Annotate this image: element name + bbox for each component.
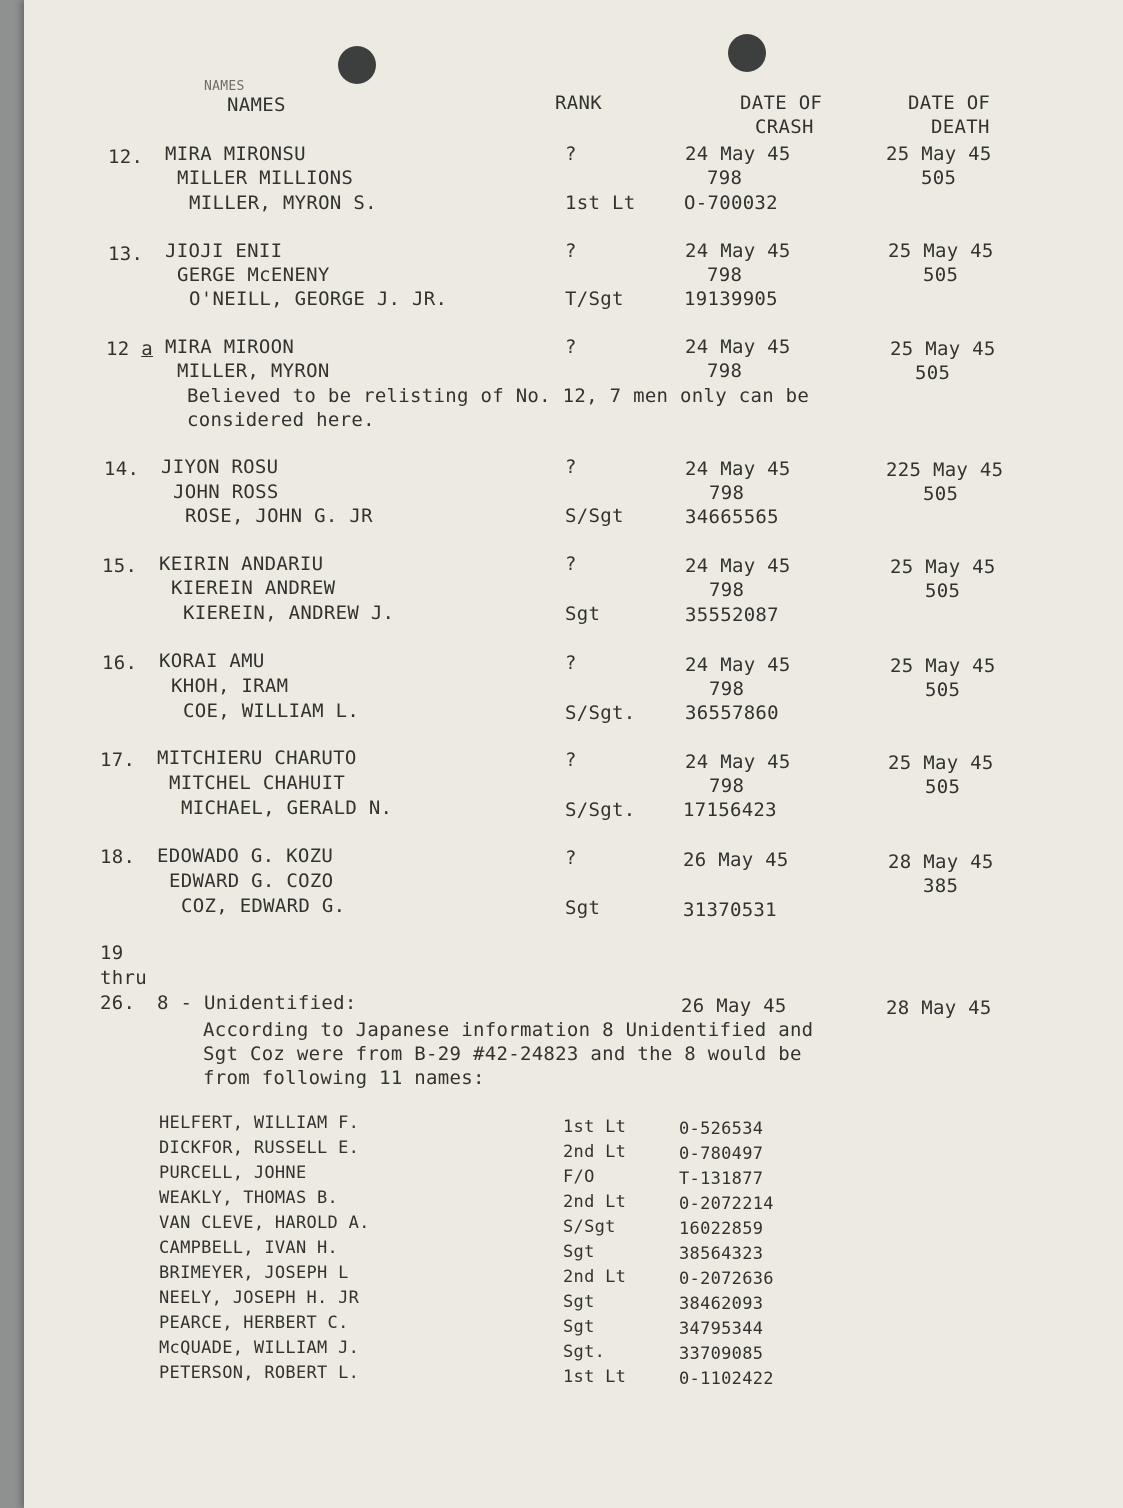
entry-name-line3: MILLER, MYRON S. bbox=[189, 192, 377, 214]
entry-crash-date: 24 May 45 bbox=[685, 336, 791, 358]
entry-death-date: 25 May 45 bbox=[890, 655, 996, 677]
header-rank: RANK bbox=[555, 92, 602, 114]
crew-serial: 34795344 bbox=[679, 1319, 764, 1339]
crew-name: VAN CLEVE, HAROLD A. bbox=[159, 1213, 370, 1233]
crew-rank: 2nd Lt bbox=[563, 1142, 627, 1162]
range-end: 26. bbox=[100, 992, 136, 1014]
entry-name-line3: KIEREIN, ANDREW J. bbox=[183, 602, 395, 624]
crew-rank: F/O bbox=[563, 1167, 595, 1187]
unidentified-death-date: 28 May 45 bbox=[886, 997, 992, 1019]
crew-rank: 1st Lt bbox=[563, 1367, 627, 1387]
entry-crash-code: 798 bbox=[709, 775, 745, 797]
entry-serial: 17156423 bbox=[683, 799, 777, 821]
crew-name: PETERSON, ROBERT L. bbox=[159, 1363, 360, 1383]
entry-rank-top: ? bbox=[565, 456, 577, 478]
entry-crash-code: 798 bbox=[709, 482, 745, 504]
entry-number: 12 a bbox=[106, 338, 153, 360]
crew-name: McQUADE, WILLIAM J. bbox=[159, 1338, 360, 1358]
entry-death-code: 505 bbox=[923, 483, 959, 505]
entry-rank: S/Sgt. bbox=[565, 799, 636, 821]
entry-crash-code: 798 bbox=[707, 264, 743, 286]
entry-name-line2: EDWARD G. COZO bbox=[169, 870, 334, 892]
range-start: 19 bbox=[100, 942, 124, 964]
entry-crash-code: 798 bbox=[707, 360, 743, 382]
entry-crash-date: 24 May 45 bbox=[685, 240, 791, 262]
crew-serial: 38462093 bbox=[679, 1294, 764, 1314]
crew-name: PURCELL, JOHNE bbox=[159, 1163, 307, 1183]
unidentified-title: 8 - Unidentified: bbox=[157, 992, 357, 1014]
entry-crash-date: 24 May 45 bbox=[685, 654, 791, 676]
entry-rank: Sgt bbox=[565, 897, 601, 919]
entry-serial: 36557860 bbox=[685, 702, 779, 724]
entry-note-line1: Believed to be relisting of No. 12, 7 men only can be bbox=[187, 385, 810, 407]
entry-death-code: 505 bbox=[921, 167, 957, 189]
header-crash-line2: CRASH bbox=[755, 116, 814, 138]
crew-name: NEELY, JOSEPH H. JR bbox=[159, 1288, 360, 1308]
unidentified-text-line1: According to Japanese information 8 Unidentified and bbox=[203, 1019, 814, 1041]
entry-number: 17. bbox=[100, 749, 136, 771]
entry-crash-date: 24 May 45 bbox=[685, 555, 791, 577]
entry-death-date: 25 May 45 bbox=[888, 240, 994, 262]
crew-name: DICKFOR, RUSSELL E. bbox=[159, 1138, 360, 1158]
unidentified-text-line3: from following 11 names: bbox=[203, 1067, 485, 1089]
entry-crash-code: 798 bbox=[709, 579, 745, 601]
entry-name-line2: KHOH, IRAM bbox=[171, 675, 289, 697]
entry-number: 16. bbox=[102, 652, 138, 674]
document-page bbox=[24, 0, 1123, 1508]
entry-name-line1: JIOJI ENII bbox=[165, 240, 283, 262]
crew-rank: Sgt. bbox=[563, 1342, 606, 1362]
entry-serial: 19139905 bbox=[684, 288, 778, 310]
crew-rank: Sgt bbox=[563, 1317, 595, 1337]
header-scribble: NAMES bbox=[204, 79, 245, 94]
entry-rank-top: ? bbox=[565, 143, 577, 165]
entry-name-line2: JOHN ROSS bbox=[173, 481, 279, 503]
entry-number: 14. bbox=[104, 458, 140, 480]
entry-rank-top: ? bbox=[565, 847, 577, 869]
crew-serial: 33709085 bbox=[679, 1344, 764, 1364]
header-death-line1: DATE OF bbox=[908, 92, 991, 114]
crew-serial: 0-780497 bbox=[679, 1144, 764, 1164]
entry-name-line2: MITCHEL CHAHUIT bbox=[169, 772, 346, 794]
entry-name-line1: MITCHIERU CHARUTO bbox=[157, 747, 357, 769]
crew-serial: 16022859 bbox=[679, 1219, 764, 1239]
entry-name-line1: KEIRIN ANDARIU bbox=[159, 553, 324, 575]
entry-crash-code: 798 bbox=[707, 167, 743, 189]
entry-number: 13. bbox=[108, 243, 144, 265]
entry-name-line1: JIYON ROSU bbox=[161, 456, 279, 478]
header-crash-line1: DATE OF bbox=[740, 92, 823, 114]
entry-rank-top: ? bbox=[565, 652, 577, 674]
crew-serial: 0-526534 bbox=[679, 1119, 764, 1139]
entry-death-date: 225 May 45 bbox=[886, 459, 1004, 481]
entry-name-line3: COZ, EDWARD G. bbox=[181, 895, 346, 917]
entry-death-date: 25 May 45 bbox=[890, 556, 996, 578]
crew-rank: 2nd Lt bbox=[563, 1192, 627, 1212]
entry-crash-date: 24 May 45 bbox=[685, 143, 791, 165]
entry-number-suffix: a bbox=[141, 338, 153, 360]
crew-rank: Sgt bbox=[563, 1242, 595, 1262]
crew-serial: 0-2072636 bbox=[679, 1269, 774, 1289]
entry-crash-date: 24 May 45 bbox=[685, 751, 791, 773]
entry-number: 18. bbox=[100, 846, 136, 868]
unidentified-crash-date: 26 May 45 bbox=[681, 995, 787, 1017]
entry-serial: 35552087 bbox=[685, 604, 779, 626]
entry-rank: 1st Lt bbox=[565, 192, 636, 214]
entry-rank-top: ? bbox=[565, 240, 577, 262]
unidentified-text-line2: Sgt Coz were from B-29 #42-24823 and the 8 would be bbox=[203, 1043, 802, 1065]
entry-rank-top: ? bbox=[565, 553, 577, 575]
entry-name-line1: EDOWADO G. KOZU bbox=[157, 845, 334, 867]
entry-rank-top: ? bbox=[565, 336, 577, 358]
crew-serial: T-131877 bbox=[679, 1169, 764, 1189]
entry-death-date: 25 May 45 bbox=[888, 752, 994, 774]
header-death-line2: DEATH bbox=[931, 116, 990, 138]
entry-name-line1: MIRA MIRONSU bbox=[165, 143, 306, 165]
entry-death-code: 385 bbox=[923, 875, 959, 897]
entry-rank-top: ? bbox=[565, 749, 577, 771]
entry-serial: 34665565 bbox=[685, 506, 779, 528]
entry-rank: Sgt bbox=[565, 603, 601, 625]
crew-rank: 2nd Lt bbox=[563, 1267, 627, 1287]
entry-rank: S/Sgt. bbox=[565, 702, 636, 724]
crew-rank: 1st Lt bbox=[563, 1117, 627, 1137]
crew-serial: 0-1102422 bbox=[679, 1369, 774, 1389]
punch-hole-right bbox=[728, 34, 766, 72]
entry-serial: O-700032 bbox=[684, 192, 778, 214]
crew-name: PEARCE, HERBERT C. bbox=[159, 1313, 349, 1333]
crew-rank: Sgt bbox=[563, 1292, 595, 1312]
entry-crash-date: 26 May 45 bbox=[683, 849, 789, 871]
entry-death-date: 28 May 45 bbox=[888, 851, 994, 873]
crew-name: HELFERT, WILLIAM F. bbox=[159, 1113, 360, 1133]
entry-name-line2: KIEREIN ANDREW bbox=[171, 577, 336, 599]
entry-note-line2: considered here. bbox=[187, 409, 375, 431]
entry-number: 15. bbox=[102, 555, 138, 577]
crew-name: WEAKLY, THOMAS B. bbox=[159, 1188, 339, 1208]
crew-rank: S/Sgt bbox=[563, 1217, 616, 1237]
entry-death-date: 25 May 45 bbox=[886, 143, 992, 165]
entry-rank: S/Sgt bbox=[565, 505, 624, 527]
entry-name-line1: KORAI AMU bbox=[159, 650, 265, 672]
entry-number: 12. bbox=[108, 146, 144, 168]
entry-serial: 31370531 bbox=[683, 899, 777, 921]
crew-name: BRIMEYER, JOSEPH L bbox=[159, 1263, 349, 1283]
entry-death-code: 505 bbox=[923, 264, 959, 286]
entry-name-line3: ROSE, JOHN G. JR bbox=[185, 505, 373, 527]
header-names: NAMES bbox=[227, 94, 286, 116]
entry-death-date: 25 May 45 bbox=[890, 338, 996, 360]
crew-name: CAMPBELL, IVAN H. bbox=[159, 1238, 339, 1258]
entry-death-code: 505 bbox=[925, 776, 961, 798]
entry-name-line3: O'NEILL, GEORGE J. JR. bbox=[189, 288, 448, 310]
entry-death-code: 505 bbox=[925, 679, 961, 701]
range-thru: thru bbox=[100, 967, 147, 989]
crew-serial: 38564323 bbox=[679, 1244, 764, 1264]
entry-name-line3: COE, WILLIAM L. bbox=[183, 700, 360, 722]
entry-name-line1: MIRA MIROON bbox=[165, 336, 295, 358]
entry-death-code: 505 bbox=[915, 362, 951, 384]
entry-crash-code: 798 bbox=[709, 678, 745, 700]
entry-name-line3: MICHAEL, GERALD N. bbox=[181, 797, 393, 819]
entry-name-line2: MILLER MILLIONS bbox=[177, 167, 354, 189]
entry-rank: T/Sgt bbox=[565, 288, 624, 310]
entry-crash-date: 24 May 45 bbox=[685, 458, 791, 480]
entry-name-line2: MILLER, MYRON bbox=[177, 360, 330, 382]
entry-death-code: 505 bbox=[925, 580, 961, 602]
punch-hole-left bbox=[338, 46, 376, 84]
entry-name-line2: GERGE McENENY bbox=[177, 264, 330, 286]
crew-serial: 0-2072214 bbox=[679, 1194, 774, 1214]
